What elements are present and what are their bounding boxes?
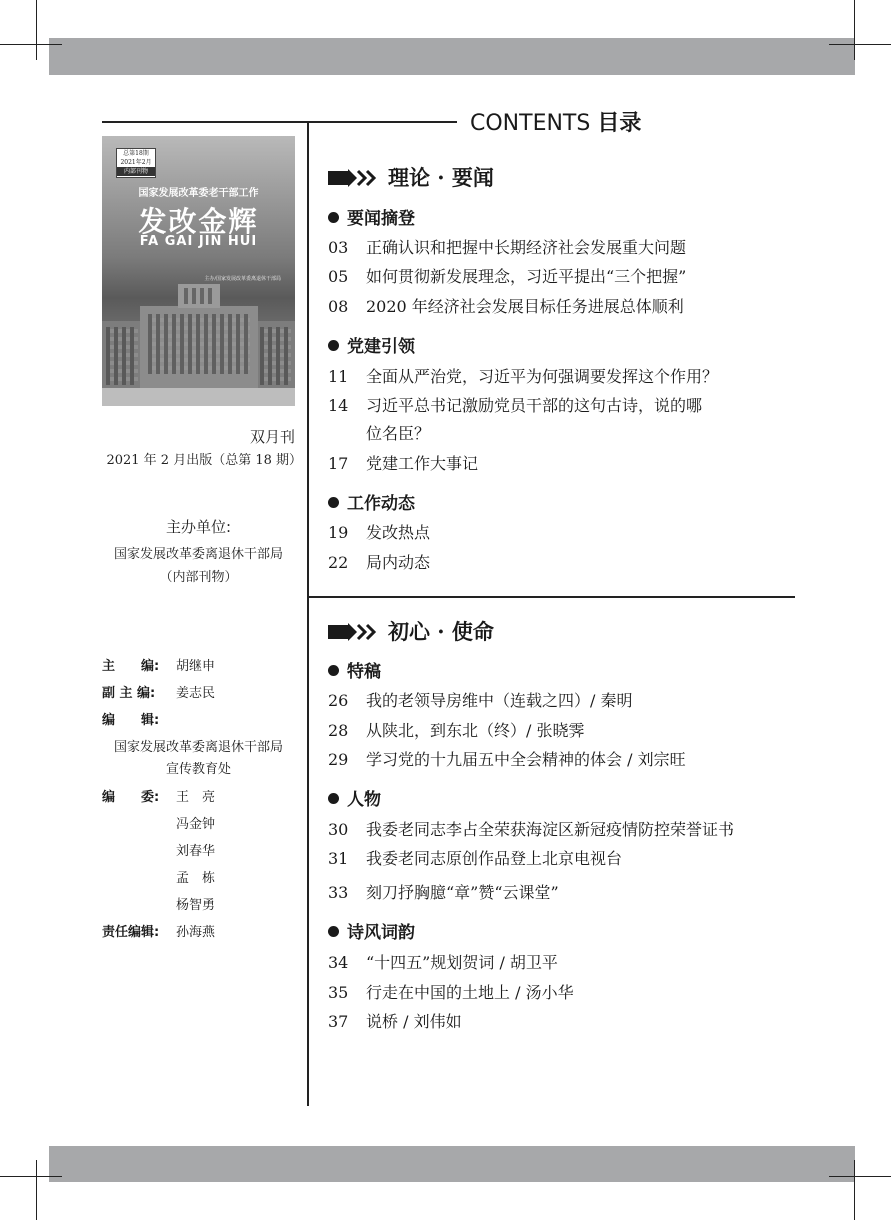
section-divider: [309, 596, 795, 598]
entry-title: 从陕北，到东北（终）/ 张晓霁: [366, 721, 585, 740]
building-wing-right: [256, 321, 295, 391]
page-number: 17: [328, 454, 349, 473]
entry-title: 刻刀抒胸臆“章”赞“云课堂”: [366, 883, 559, 902]
toc-entry[interactable]: [328, 880, 559, 906]
crop-mark: [36, 0, 37, 60]
group-heading: 党建引领: [328, 332, 415, 357]
board-label: 编 委:: [102, 790, 160, 805]
crop-mark: [36, 1160, 37, 1220]
cover-sponsor: 主办/国家发展改革委离退休干部局: [204, 276, 281, 282]
toc-entry[interactable]: [328, 747, 686, 773]
crop-mark: [0, 1176, 62, 1177]
toc-entry[interactable]: [328, 950, 558, 976]
page-number: 34: [328, 953, 349, 972]
page-number: 30: [328, 820, 349, 839]
board-member: 杨智勇: [176, 898, 216, 913]
host-org: 国家发展改革委离退休干部局: [113, 547, 283, 562]
toc-entry[interactable]: [328, 393, 702, 419]
deputy-editor: 姜志民: [176, 686, 216, 701]
editor-label: 编 辑:: [102, 713, 160, 728]
group-heading: 特稿: [328, 657, 381, 682]
crop-mark: [0, 44, 62, 45]
host-note: （内部刊物）: [159, 570, 238, 585]
title-rule: [102, 121, 457, 123]
issue-type: 内部刊物: [117, 167, 155, 176]
board-member: 王 亮: [176, 790, 216, 805]
toc-entry[interactable]: [328, 550, 430, 576]
bullet-icon: [328, 497, 339, 508]
crop-mark: [854, 0, 855, 60]
entry-title: 学习党的十九届五中全会精神的体会 / 刘宗旺: [366, 750, 686, 769]
entry-title: 发改热点: [366, 523, 431, 542]
responsible-editor: 孙海燕: [176, 925, 216, 940]
toc-entry[interactable]: [328, 520, 430, 546]
editor-dept: 宣传教育处: [165, 762, 231, 777]
contents-en: CONTENTS: [470, 111, 591, 136]
section-title: 理论 · 要闻: [388, 165, 494, 190]
page-number: 28: [328, 721, 349, 740]
toc-entry[interactable]: [328, 846, 622, 872]
page-number: 03: [328, 238, 349, 257]
bullet-icon: [328, 793, 339, 804]
page-number: 37: [328, 1012, 349, 1031]
issue-number: 总第18期: [123, 150, 149, 157]
publication-date: 2021 年 2 月出版（总第 18 期）: [106, 453, 302, 468]
toc-entry[interactable]: [328, 364, 718, 390]
entry-title: 行走在中国的土地上 / 汤小华: [366, 983, 574, 1002]
page-number: 11: [328, 367, 349, 386]
toc-entry[interactable]: [328, 817, 734, 843]
entry-title: 全面从严治党，习近平为何强调要发挥这个作用？: [366, 367, 719, 386]
contents-zh: 目录: [597, 111, 642, 136]
host-label: 主办单位:: [165, 518, 232, 536]
page-number: 08: [328, 297, 349, 316]
section-title: 初心 · 使命: [388, 619, 494, 644]
group-heading: 诗风词韵: [328, 918, 415, 943]
column-divider: [307, 121, 309, 1106]
group-heading: 要闻摘登: [328, 204, 415, 229]
cover-pinyin: FA GAI JIN HUI: [139, 234, 258, 249]
entry-title: 我委老同志李占全荣获海淀区新冠疫情防控荣誉证书: [366, 820, 735, 839]
entry-title: “十四五”规划贺词 / 胡卫平: [366, 953, 558, 972]
crop-mark: [829, 44, 891, 45]
toc-entry[interactable]: [328, 451, 478, 477]
responsible-editor-label: 责任编辑:: [102, 925, 160, 940]
entry-title: 我委老同志原创作品登上北京电视台: [366, 849, 623, 868]
toc-entry[interactable]: [328, 1009, 462, 1035]
toc-entry[interactable]: [328, 718, 584, 744]
page-number: 33: [328, 883, 349, 902]
page-number: 31: [328, 849, 349, 868]
page-number: 19: [328, 523, 349, 542]
building-main: [140, 306, 258, 391]
editor-org: 国家发展改革委离退休干部局: [113, 740, 283, 755]
page-number: 22: [328, 553, 349, 572]
crop-mark: [829, 1176, 891, 1177]
bullet-icon: [328, 665, 339, 676]
group-heading: 工作动态: [328, 489, 415, 514]
entry-title: 习近平总书记激励党员干部的这句古诗，说的哪: [366, 396, 703, 415]
footer-band: [49, 1146, 855, 1182]
board-member: 冯金钟: [176, 817, 216, 832]
group-heading: 人物: [328, 785, 381, 810]
toc-entry[interactable]: [328, 980, 574, 1006]
entry-title: 如何贯彻新发展理念，习近平提出“三个把握”: [366, 267, 687, 286]
entry-title: 局内动态: [366, 553, 431, 572]
bullet-icon: [328, 212, 339, 223]
page-number: 14: [328, 396, 349, 415]
entry-title: 我的老领导房维中（连载之四）/ 秦明: [366, 691, 633, 710]
header-band: [49, 38, 855, 75]
issue-box: [116, 148, 156, 178]
entry-title: 党建工作大事记: [366, 454, 479, 473]
chief-editor: 胡继申: [176, 659, 216, 674]
cover-name: 发改金辉: [138, 205, 259, 238]
building-tower: [178, 284, 220, 308]
bullet-icon: [328, 340, 339, 351]
cover-org: 国家发展改革委老干部工作: [138, 188, 259, 199]
chief-editor-label: 主 编:: [102, 659, 160, 674]
bullet-icon: [328, 926, 339, 937]
arrow-icon: [328, 168, 382, 188]
toc-entry[interactable]: [328, 264, 686, 290]
entry-title: 2020 年经济社会发展目标任务进展总体顺利: [366, 297, 684, 316]
page-number: 26: [328, 691, 349, 710]
page-number: 29: [328, 750, 349, 769]
cover-ground: [102, 388, 295, 406]
arrow-icon: [328, 622, 382, 642]
page-title: [470, 106, 641, 137]
toc-entry[interactable]: [328, 235, 686, 261]
magazine-cover: [102, 136, 295, 406]
deputy-editor-label: 副 主 编:: [102, 686, 156, 701]
board-member: 孟 栋: [176, 871, 216, 886]
crop-mark: [854, 1160, 855, 1220]
entry-title: 说桥 / 刘伟如: [366, 1012, 462, 1031]
toc-entry[interactable]: [328, 688, 632, 714]
frequency: 双月刊: [249, 428, 295, 446]
entry-title-continued: 位名臣？: [366, 424, 431, 443]
toc-entry[interactable]: [328, 294, 684, 320]
page-number: 05: [328, 267, 349, 286]
entry-title: 正确认识和把握中长期经济社会发展重大问题: [366, 238, 687, 257]
page-number: 35: [328, 983, 349, 1002]
issue-date: 2021年2月: [120, 159, 152, 166]
board-member: 刘春华: [176, 844, 216, 859]
building-wing-left: [102, 321, 142, 391]
